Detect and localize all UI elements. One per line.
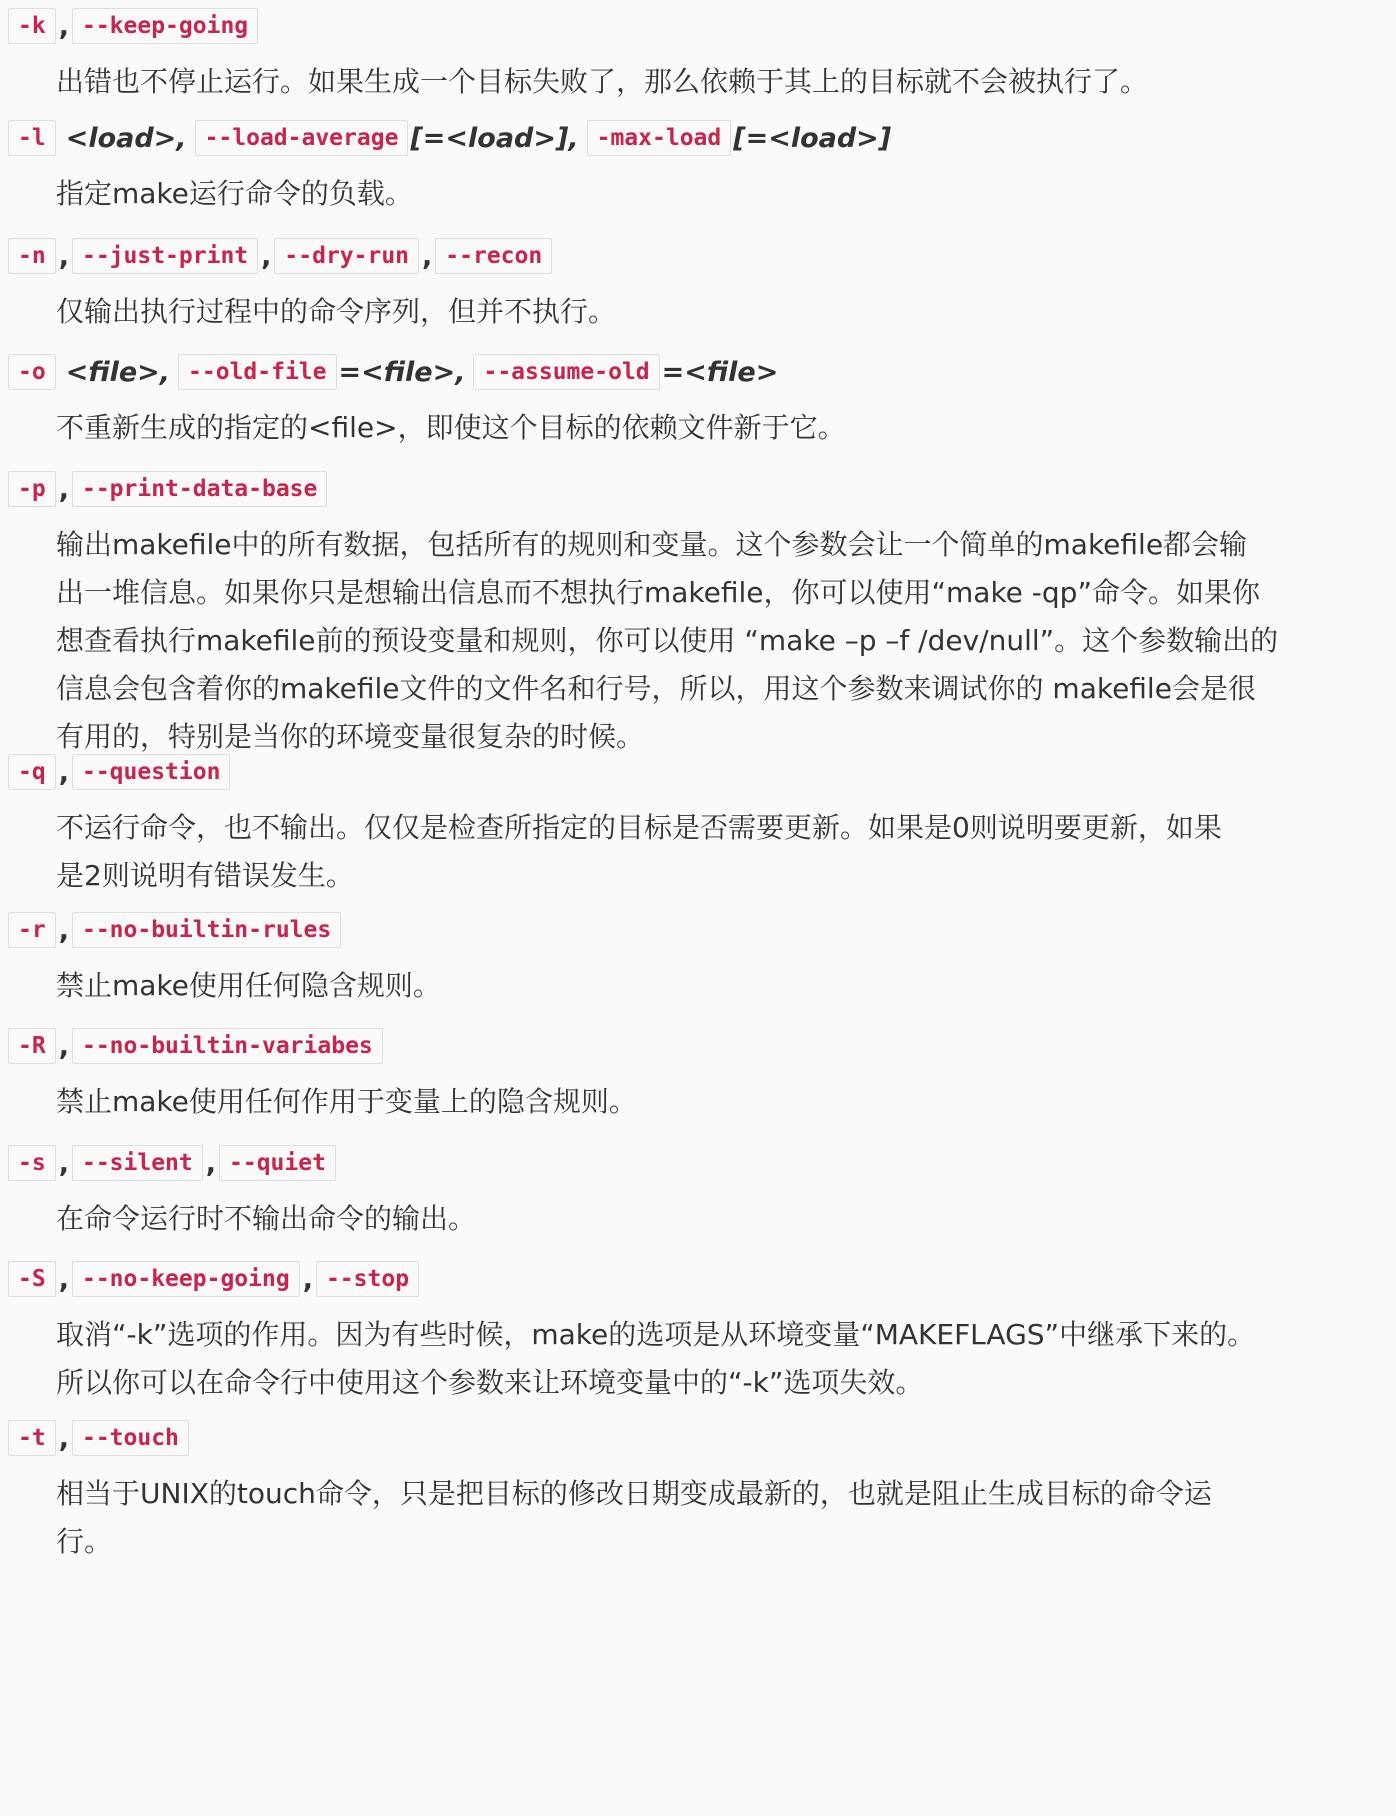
option-entry-s (8, 1143, 1388, 1243)
option-description: 取消“-k”选项的作用。因为有些时候，make的选项是从环境变量“MAKEFLAGS”中继承下来的。 所以你可以在命令行中使用这个参数来让环境变量中的“-k”选项失效。 (56, 1318, 1256, 1399)
option-argument: [=<load>] (733, 122, 892, 154)
option-entry-S (8, 1259, 1388, 1407)
flag-code: -p (8, 471, 56, 507)
option-entry-R (8, 1026, 1388, 1126)
option-term: -q , --question (8, 752, 1388, 792)
flag-code: -t (8, 1420, 56, 1456)
option-description: 在命令运行时不输出命令的输出。 (56, 1202, 477, 1235)
option-description: 禁止make使用任何隐含规则。 (56, 969, 441, 1002)
flag-code: -r (8, 912, 56, 948)
option-argument: <load>, (65, 122, 187, 154)
option-description: 不重新生成的指定的<file>，即使这个目标的依赖文件新于它。 (56, 411, 846, 444)
option-term: -s , --silent , --quiet (8, 1143, 1388, 1183)
option-entry-r (8, 910, 1388, 1010)
option-argument: [=<load>], (410, 122, 579, 154)
option-description: 禁止make使用任何作用于变量上的隐含规则。 (56, 1085, 637, 1118)
option-description: 仅输出执行过程中的命令序列，但并不执行。 (56, 295, 617, 328)
flag-code: --silent (72, 1145, 203, 1181)
option-term: -t , --touch (8, 1418, 1388, 1458)
flag-code: --question (72, 754, 230, 790)
option-entry-q (8, 752, 1388, 900)
flag-code: -S (8, 1261, 56, 1297)
flag-code: -l (8, 120, 56, 156)
flag-code: -k (8, 8, 56, 44)
option-argument: =<file>, (338, 356, 466, 388)
flag-code: -s (8, 1145, 56, 1181)
option-term: -k , --keep-going (8, 6, 1388, 46)
option-entry-o (8, 352, 1388, 452)
option-entry-p (8, 469, 1388, 761)
option-description: 出错也不停止运行。如果生成一个目标失败了，那么依赖于其上的目标就不会被执行了。 (56, 65, 1149, 98)
option-description: 输出makefile中的所有数据，包括所有的规则和变量。这个参数会让一个简单的makefile都会输 出一堆信息。如果你只是想输出信息而不想执行makefile，你可以使用“make -qp”命令。如果你 想查看执行makefile前的预设变量和规则，你可以使用 “make –p –f /dev/null”。这个参数输出的 信息会包含着你的makefile文件的文件名和行号，所以，用这个参数来调试你的 makefile会是很 有用的，特别是当你的环境变量很复杂的时候。 (56, 528, 1279, 753)
flag-code: -n (8, 238, 56, 274)
option-description: 相当于UNIX的touch命令，只是把目标的修改日期变成最新的，也就是阻止生成目标的命令运 行。 (56, 1477, 1212, 1558)
option-term: -r , --no-builtin-rules (8, 910, 1388, 950)
option-argument: <file>, (65, 356, 171, 388)
option-description: 不运行命令，也不输出。仅仅是检查所指定的目标是否需要更新。如果是0则说明要更新，如果 是2则说明有错误发生。 (56, 811, 1222, 892)
option-term: -p , --print-data-base (8, 469, 1388, 509)
flag-code: --recon (435, 238, 552, 274)
flag-code: --no-builtin-rules (72, 912, 341, 948)
flag-code: -R (8, 1028, 56, 1064)
flag-code: -q (8, 754, 56, 790)
flag-code: --load-average (195, 120, 409, 156)
option-entry-k (8, 6, 1388, 106)
flag-code: --assume-old (473, 354, 659, 390)
option-entry-t (8, 1418, 1388, 1566)
option-term: -R , --no-builtin-variabes (8, 1026, 1388, 1066)
option-term: -n , --just-print , --dry-run , --recon (8, 236, 1388, 276)
option-term: -S , --no-keep-going , --stop (8, 1259, 1388, 1299)
option-entry-n (8, 236, 1388, 336)
flag-code: --keep-going (72, 8, 258, 44)
option-argument: =<file> (661, 356, 779, 388)
option-term (8, 118, 1388, 158)
flag-code: --no-builtin-variabes (72, 1028, 383, 1064)
flag-code: --touch (72, 1420, 189, 1456)
flag-code: --quiet (219, 1145, 336, 1181)
flag-code: -o (8, 354, 56, 390)
flag-code: --old-file (178, 354, 336, 390)
flag-code: --just-print (72, 238, 258, 274)
flag-code: --no-keep-going (72, 1261, 300, 1297)
flag-code: --dry-run (274, 238, 419, 274)
flag-code: --stop (316, 1261, 419, 1297)
option-term (8, 352, 1388, 392)
option-description: 指定make运行命令的负载。 (56, 177, 413, 210)
flag-code: --print-data-base (72, 471, 327, 507)
option-entry-l (8, 118, 1388, 218)
flag-code: -max-load (587, 120, 732, 156)
